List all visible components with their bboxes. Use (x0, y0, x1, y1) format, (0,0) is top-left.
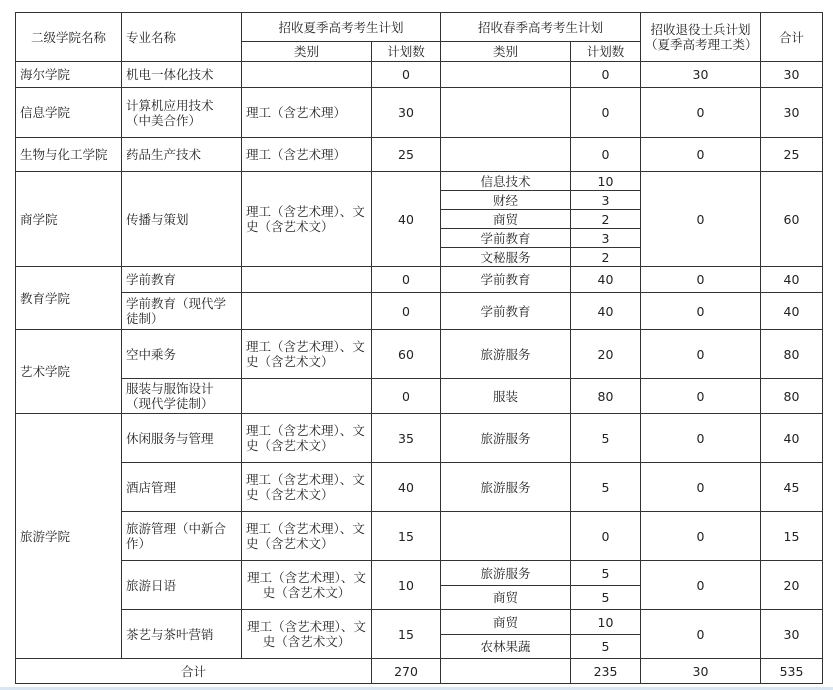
college-cell: 教育学院 (16, 267, 122, 330)
veteran-cell: 0 (641, 463, 761, 512)
spring-count-cell: 40 (571, 293, 641, 330)
table-row (16, 267, 823, 293)
table-row (16, 561, 823, 586)
table-row (16, 379, 823, 414)
veteran-cell: 0 (641, 138, 761, 172)
college-cell: 艺术学院 (16, 330, 122, 414)
spring-type-cell: 商贸 (441, 610, 571, 635)
header-spring-plan: 招收春季高考考生计划 (441, 13, 641, 42)
summer-type-cell: 理工（含艺术理）、文史（含艺术文） (242, 463, 372, 512)
summer-type-cell: 理工（含艺术理）、文史（含艺术文） (242, 512, 372, 561)
summer-count-cell: 60 (372, 330, 441, 379)
veteran-cell: 0 (641, 330, 761, 379)
summer-type-cell: 理工（含艺术理）、文史（含艺术文） (242, 330, 372, 379)
spring-count-cell: 3 (571, 229, 641, 248)
summer-type-cell (242, 293, 372, 330)
veteran-cell: 0 (641, 267, 761, 293)
summer-count-cell: 15 (372, 610, 441, 659)
spring-count-cell: 10 (571, 610, 641, 635)
spring-type-cell: 旅游服务 (441, 561, 571, 586)
spring-type-cell: 财经 (441, 191, 571, 210)
major-cell: 学前教育 (122, 267, 242, 293)
table-row (16, 88, 823, 138)
total-cell: 25 (761, 138, 823, 172)
major-cell: 药品生产技术 (122, 138, 242, 172)
spring-type-cell: 旅游服务 (441, 330, 571, 379)
table-row (16, 138, 823, 172)
summer-type-cell: 理工（含艺术理）、文史（含艺术文） (242, 561, 372, 610)
totals-spring-type (441, 659, 571, 684)
summer-count-cell: 25 (372, 138, 441, 172)
summer-type-cell (242, 62, 372, 88)
total-cell: 80 (761, 379, 823, 414)
college-cell: 信息学院 (16, 88, 122, 138)
table-row (16, 172, 823, 191)
summer-count-cell: 15 (372, 512, 441, 561)
summer-type-cell: 理工（含艺术理）、文史（含艺术文） (242, 172, 372, 267)
spring-type-cell (441, 88, 571, 138)
totals-summer: 270 (372, 659, 441, 684)
spring-count-cell: 5 (571, 586, 641, 610)
veteran-cell: 0 (641, 172, 761, 267)
summer-type-cell: 理工（含艺术理）、文史（含艺术文） (242, 610, 372, 659)
major-cell: 学前教育（现代学徒制） (122, 293, 242, 330)
major-cell: 机电一体化技术 (122, 62, 242, 88)
spring-type-cell: 学前教育 (441, 293, 571, 330)
spring-count-cell: 0 (571, 88, 641, 138)
spring-count-cell: 80 (571, 379, 641, 414)
college-cell: 生物与化工学院 (16, 138, 122, 172)
spring-type-cell: 文秘服务 (441, 248, 571, 267)
header-spring-count: 计划数 (571, 42, 641, 62)
summer-type-cell: 理工（含艺术理） (242, 138, 372, 172)
college-cell: 商学院 (16, 172, 122, 267)
totals-spring: 235 (571, 659, 641, 684)
header-summer-category: 类别 (242, 42, 372, 62)
total-cell: 15 (761, 512, 823, 561)
summer-count-cell: 0 (372, 293, 441, 330)
totals-grand: 535 (761, 659, 823, 684)
veteran-cell: 0 (641, 610, 761, 659)
total-cell: 30 (761, 610, 823, 659)
spring-count-cell: 40 (571, 267, 641, 293)
major-cell: 休闲服务与管理 (122, 414, 242, 463)
spring-type-cell (441, 62, 571, 88)
summer-count-cell: 0 (372, 379, 441, 414)
veteran-cell: 0 (641, 561, 761, 610)
spring-count-cell: 5 (571, 635, 641, 659)
spring-type-cell: 旅游服务 (441, 463, 571, 512)
total-cell: 40 (761, 267, 823, 293)
total-cell: 40 (761, 293, 823, 330)
summer-count-cell: 0 (372, 62, 441, 88)
veteran-cell: 0 (641, 88, 761, 138)
summer-type-cell: 理工（含艺术理） (242, 88, 372, 138)
major-cell: 传播与策划 (122, 172, 242, 267)
table-row (16, 293, 823, 330)
veteran-cell: 0 (641, 414, 761, 463)
summer-count-cell: 30 (372, 88, 441, 138)
total-cell: 40 (761, 414, 823, 463)
header-total: 合计 (761, 13, 823, 62)
college-cell: 旅游学院 (16, 414, 122, 659)
table-row (16, 330, 823, 379)
header-veteran-plan: 招收退役士兵计划（夏季高考理工类） (641, 13, 761, 62)
veteran-cell: 0 (641, 293, 761, 330)
summer-count-cell: 35 (372, 414, 441, 463)
table-row (16, 414, 823, 463)
spring-count-cell: 5 (571, 561, 641, 586)
major-cell: 茶艺与茶叶营销 (122, 610, 242, 659)
spring-count-cell: 5 (571, 463, 641, 512)
header-major: 专业名称 (122, 13, 242, 62)
spring-type-cell: 服装 (441, 379, 571, 414)
table-row (16, 610, 823, 635)
spring-count-cell: 0 (571, 138, 641, 172)
total-cell: 45 (761, 463, 823, 512)
summer-count-cell: 40 (372, 463, 441, 512)
spring-type-cell: 商贸 (441, 586, 571, 610)
summer-count-cell: 10 (372, 561, 441, 610)
spring-type-cell: 学前教育 (441, 229, 571, 248)
summer-type-cell: 理工（含艺术理）、文史（含艺术文） (242, 414, 372, 463)
spring-type-cell (441, 138, 571, 172)
spring-count-cell: 10 (571, 172, 641, 191)
totals-row (16, 659, 823, 684)
totals-veteran: 30 (641, 659, 761, 684)
header-college: 二级学院名称 (16, 13, 122, 62)
spring-count-cell: 0 (571, 512, 641, 561)
spring-type-cell: 信息技术 (441, 172, 571, 191)
major-cell: 服装与服饰设计（现代学徒制） (122, 379, 242, 414)
header-spring-category: 类别 (441, 42, 571, 62)
table-row (16, 62, 823, 88)
college-cell: 海尔学院 (16, 62, 122, 88)
veteran-cell: 30 (641, 62, 761, 88)
summer-type-cell (242, 267, 372, 293)
summer-count-cell: 0 (372, 267, 441, 293)
major-cell: 旅游日语 (122, 561, 242, 610)
spring-count-cell: 0 (571, 62, 641, 88)
spring-type-cell (441, 512, 571, 561)
spring-count-cell: 2 (571, 210, 641, 229)
summer-type-cell (242, 379, 372, 414)
totals-label: 合计 (16, 659, 372, 684)
total-cell: 20 (761, 561, 823, 610)
summer-count-cell: 40 (372, 172, 441, 267)
spring-count-cell: 3 (571, 191, 641, 210)
total-cell: 30 (761, 88, 823, 138)
header-summer-count: 计划数 (372, 42, 441, 62)
major-cell: 酒店管理 (122, 463, 242, 512)
veteran-cell: 0 (641, 512, 761, 561)
total-cell: 80 (761, 330, 823, 379)
major-cell: 空中乘务 (122, 330, 242, 379)
total-cell: 60 (761, 172, 823, 267)
spring-count-cell: 5 (571, 414, 641, 463)
veteran-cell: 0 (641, 379, 761, 414)
total-cell: 30 (761, 62, 823, 88)
header-summer-plan: 招收夏季高考考生计划 (242, 13, 441, 42)
spring-count-cell: 2 (571, 248, 641, 267)
major-cell: 旅游管理（中新合作） (122, 512, 242, 561)
enrollment-plan-table (15, 12, 823, 684)
table-row (16, 512, 823, 561)
spring-type-cell: 农林果蔬 (441, 635, 571, 659)
spring-type-cell: 学前教育 (441, 267, 571, 293)
table-row (16, 463, 823, 512)
major-cell: 计算机应用技术（中美合作） (122, 88, 242, 138)
spring-type-cell: 旅游服务 (441, 414, 571, 463)
spring-count-cell: 20 (571, 330, 641, 379)
spring-type-cell: 商贸 (441, 210, 571, 229)
